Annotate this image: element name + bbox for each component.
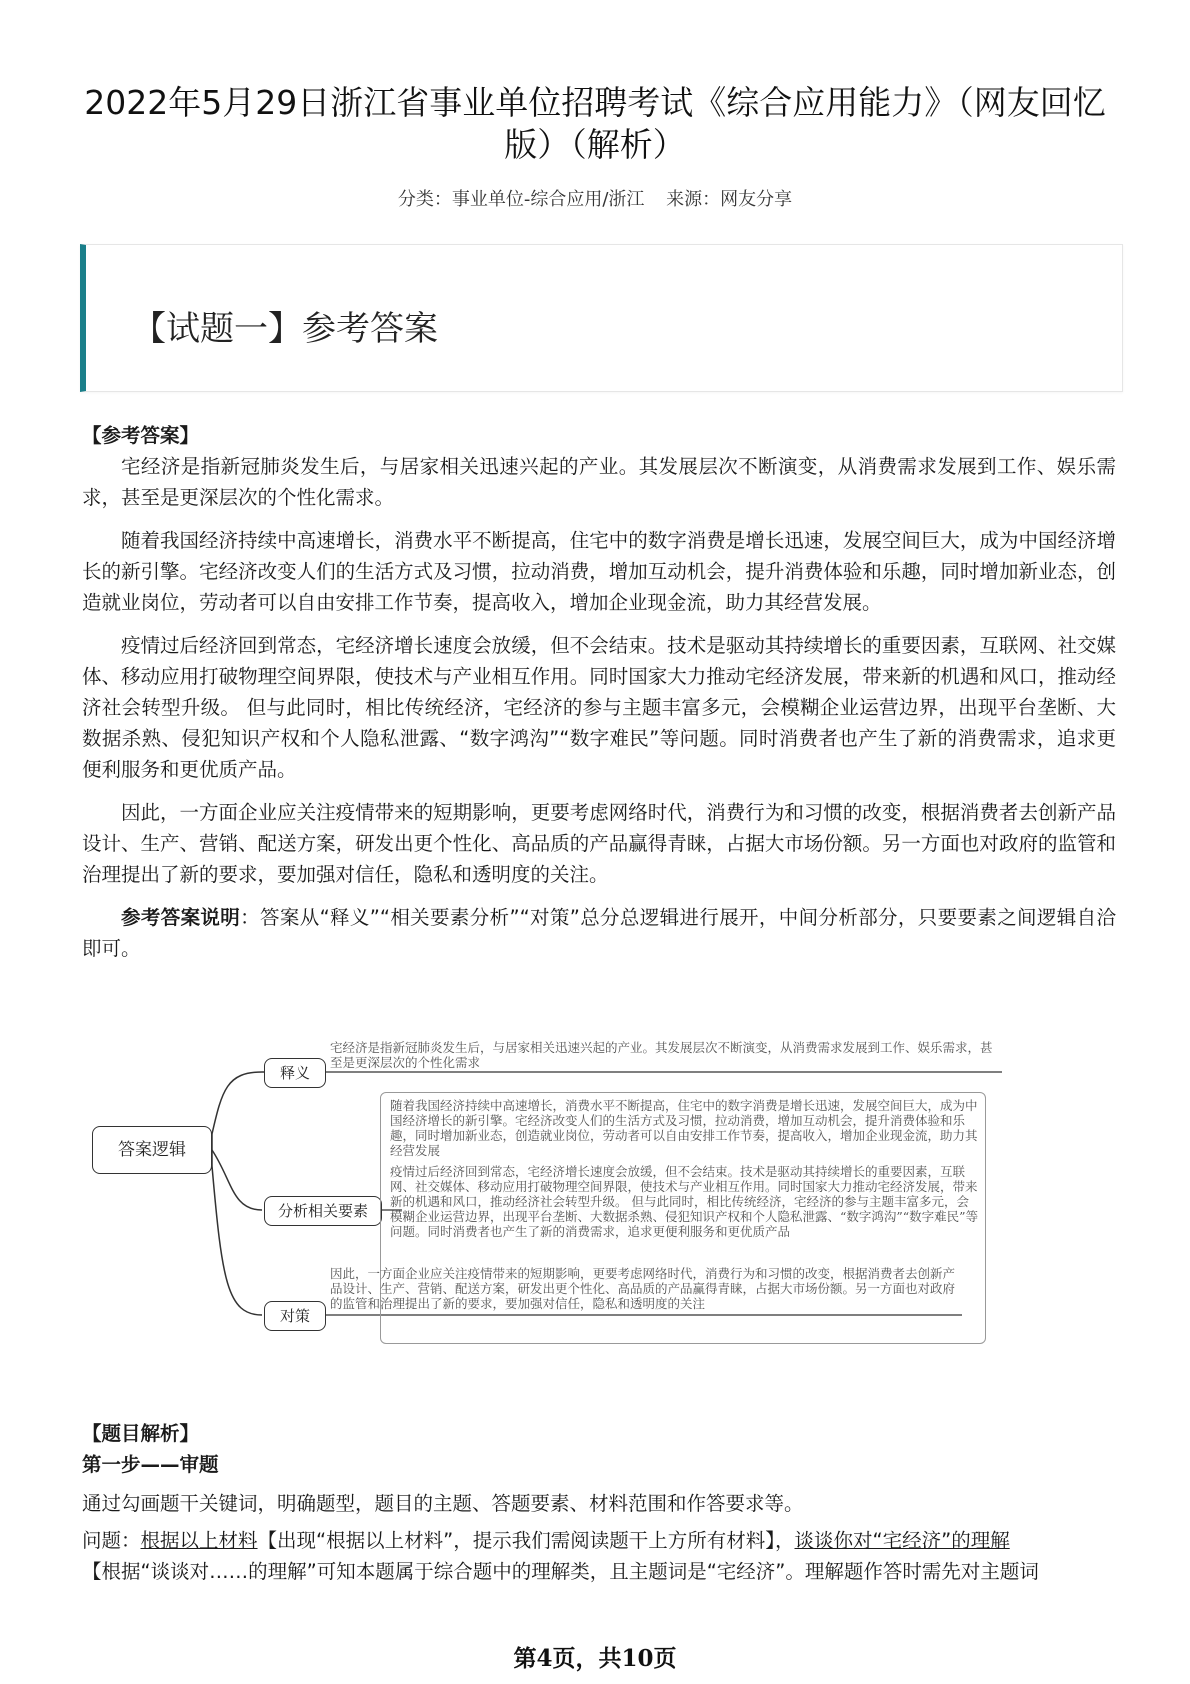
analysis-intro: 通过勾画题干关键词，明确题型，题目的主题、答题要素、材料范围和作答要求等。	[82, 1492, 804, 1515]
category-label: 分类：事业单位-综合应用/浙江	[397, 189, 645, 210]
mindmap-branch-text: 随着我国经济持续中高速增长，消费水平不断提高，住宅中的数字消费是增长迅速，发展空间巨大，成为中国经济增长的新引擎。宅经济改变人们的生活方式及习惯，拉动消费，增加互动机会，提升消费体验和乐趣，同时增加新业态，创造就业岗位，劳动者可以自由安排工作节奏，提高收入，增加企业现金流，助力其经营发展	[390, 1098, 978, 1158]
mindmap-root-node: 答案逻辑	[92, 1126, 212, 1174]
analysis-section	[82, 1418, 1116, 1587]
page-number: 第4页，共10页	[513, 1645, 677, 1672]
answer-paragraph: 疫情过后经济回到常态，宅经济增长速度会放缓，但不会结束。技术是驱动其持续增长的重要因素，互联网、社交媒体、移动应用打破物理空间界限，使技术与产业相互作用。同时国家大力推动宅经济发展，带来新的机遇和风口，推动经济社会转型升级。 但与此同时，相比传统经济，宅经济的参与主题丰富多元，会模糊企业运营边界，出现平台垄断、大数据杀熟、侵犯知识产权和个人隐私泄露、“数字鸿沟”“数字难民”等问题。同时消费者也产生了新的消费需求，追求更便利服务和更优质产品。	[82, 634, 1116, 781]
answer-note-text: ：答案从“释义”“相关要素分析”“对策”总分总逻辑进行展开，中间分析部分，只要要素之间逻辑自洽即可。	[82, 906, 1116, 960]
mindmap-branch-text: 因此，一方面企业应关注疫情带来的短期影响，更要考虑网络时代，消费行为和习惯的改变，根据消费者去创新产品设计、生产、营销、配送方案，研发出更个性化、高品质的产品赢得青睐，占据大市场份额。另一方面也对政府的监管和治理提出了新的要求，要加强对信任，隐私和透明度的关注	[330, 1266, 956, 1311]
answer-section	[82, 420, 1116, 976]
answer-note-label: 参考答案说明	[121, 906, 241, 929]
answer-note	[82, 902, 1116, 964]
logic-mindmap	[82, 1030, 1116, 1370]
analysis-label: 【题目解析】	[82, 1422, 200, 1445]
analysis-question-explanation: 【根据“谈谈对……的理解”可知本题属于综合题中的理解类，且主题词是“宅经济”。理解题作答时需先对主题词	[82, 1560, 1039, 1583]
question-keyword-materials: 根据以上材料	[140, 1529, 258, 1552]
question-hint: 【出现“根据以上材料”，提示我们需阅读题干上方所有材料】，	[257, 1529, 795, 1552]
answer-label: 【参考答案】	[82, 424, 200, 447]
mindmap-branch-node: 对策	[264, 1301, 326, 1331]
section-title: 【试题一】参考答案	[132, 309, 438, 349]
question-keyword-topic: 谈谈你对“宅经济”的理解	[794, 1529, 1010, 1552]
source-label: 来源：网友分享	[666, 189, 793, 210]
mindmap-branch-text: 宅经济是指新冠肺炎发生后，与居家相关迅速兴起的产业。其发展层次不断演变，从消费需求发展到工作、娱乐需求，甚至是更深层次的个性化需求	[330, 1040, 993, 1070]
answer-paragraph: 随着我国经济持续中高速增长，消费水平不断提高，住宅中的数字消费是增长迅速，发展空间巨大，成为中国经济增长的新引擎。宅经济改变人们的生活方式及习惯，拉动消费，增加互动机会，提升消费体验和乐趣，同时增加新业态，创造就业岗位，劳动者可以自由安排工作节奏，提高收入，增加企业现金流，助力其经营发展。	[82, 529, 1116, 614]
question-prefix: 问题：	[82, 1529, 141, 1552]
mindmap-branch-node: 释义	[264, 1058, 326, 1088]
document-meta	[0, 185, 1190, 211]
answer-paragraph: 宅经济是指新冠肺炎发生后，与居家相关迅速兴起的产业。其发展层次不断演变，从消费需求发展到工作、娱乐需求，甚至是更深层次的个性化需求。	[82, 455, 1116, 509]
section-header-box	[80, 244, 1123, 392]
mindmap-branch-node: 分析相关要素	[264, 1196, 382, 1226]
document-title: 2022年5月29日浙江省事业单位招聘考试《综合应用能力》（网友回忆版）（解析）	[84, 83, 1106, 164]
analysis-question	[82, 1525, 1116, 1556]
answer-paragraph: 因此，一方面企业应关注疫情带来的短期影响，更要考虑网络时代，消费行为和习惯的改变，根据消费者去创新产品设计、生产、营销、配送方案，研发出更个性化、高品质的产品赢得青睐，占据大市场份额。另一方面也对政府的监管和治理提出了新的要求，要加强对信任，隐私和透明度的关注。	[82, 801, 1116, 886]
mindmap-branch-text: 疫情过后经济回到常态，宅经济增长速度会放缓，但不会结束。技术是驱动其持续增长的重要因素，互联网、社交媒体、移动应用打破物理空间界限，使技术与产业相互作用。同时国家大力推动宅经济发展，带来新的机遇和风口，推动经济社会转型升级。 但与此同时，相比传统经济，宅经济的参与主题丰富多元，会模糊企业运营边界，出现平台垄断、大数据杀熟、侵犯知识产权和个人隐私泄露、“数字鸿沟”“数字难民”等问题。同时消费者也产生了新的消费需求，追求更便利服务和更优质产品	[390, 1164, 979, 1239]
analysis-step-heading: 第一步——审题	[82, 1453, 219, 1476]
